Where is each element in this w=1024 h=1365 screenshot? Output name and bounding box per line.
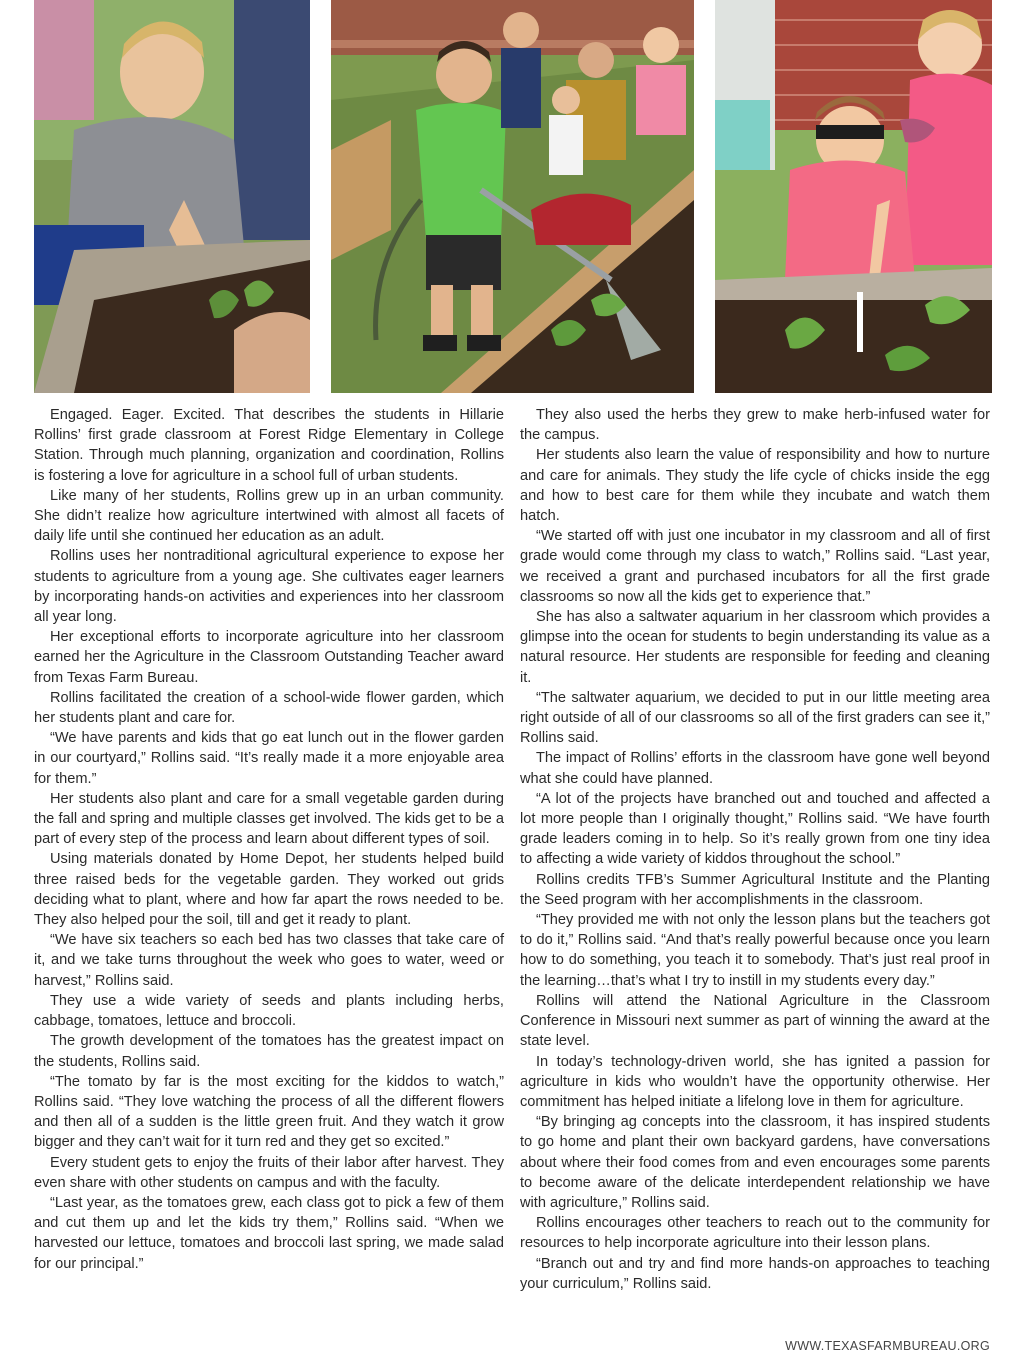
paragraph: “A lot of the projects have branched out and touched and affected a lot more people than I originally thought,” Rollins said. “We have fourth grade leaders coming in to help. So it’s really grown from one tiny idea to affecting a wide variety of kiddos throughout the school.” — [520, 790, 990, 868]
paragraph: Like many of her students, Rollins grew up in an urban community. She didn’t realize how agriculture intertwined with almost all facets of daily life until she continued her education as an adult. — [34, 487, 504, 545]
footer-website-url: WWW.TEXASFARMBUREAU.ORG — [785, 1339, 990, 1353]
boy-planting-photo — [34, 0, 310, 393]
paragraph: “We have six teachers so each bed has two classes that take care of it, and we take turns throughout the week who goes to water, weed or harvest,” Rollins said. — [34, 932, 504, 989]
paragraph: Rollins encourages other teachers to reach out to the community for resources to help incorporate agriculture into their lesson plans. — [520, 1215, 990, 1252]
paragraph: In today’s technology-driven world, she has ignited a passion for agriculture in kids who wouldn’t have the opportunity otherwise. Her commitment has helped initiate a lifelong love in them for agriculture. — [520, 1053, 990, 1110]
girl-planting-photo — [715, 0, 992, 393]
photo-strip — [34, 0, 992, 393]
paragraph: Engaged. Eager. Excited. That describes the students in Hillarie Rollins’ first grade classroom at Forest Ridge Elementary in College Station. Through much planning, organization and coordination, Rollins is fostering a love for agriculture in a school full of urban students. — [34, 407, 504, 484]
paragraph: Her exceptional efforts to incorporate agriculture into her classroom earned her the Agriculture in the Classroom Outstanding Teacher award from Texas Farm Bureau. — [34, 629, 504, 686]
paragraph: “The tomato by far is the most exciting for the kiddos to watch,” Rollins said. “They love watching the process of all the different flowers and then all of a sudden is the little green fruit. And they watch it grow bigger and they can’t wait for it turn red and they get so excited.” — [34, 1073, 504, 1151]
paragraph: “We have parents and kids that go eat lunch out in the flower garden in our courtyard,” Rollins said. “It’s really made it a more enjoyable area for them.” — [34, 730, 504, 787]
paragraph: Using materials donated by Home Depot, her students helped build three raised beds for the vegetable garden. They worked out grids deciding what to plant, where and how far apart the rows needed to be. They also helped pour the soil, till and get it ready to plant. — [34, 851, 504, 929]
paragraph: “The saltwater aquarium, we decided to put in our little meeting area right outside of all of our classrooms so all of the first graders can see it,” Rollins said. — [520, 689, 990, 747]
paragraph: The impact of Rollins’ efforts in the classroom have gone well beyond what she could have planned. — [520, 750, 990, 787]
paragraph: Rollins credits TFB’s Summer Agricultural Institute and the Planting the Seed program with her accomplishments in the classroom. — [520, 871, 990, 908]
paragraph: They use a wide variety of seeds and plants including herbs, cabbage, tomatoes, lettuce and broccoli. — [34, 992, 504, 1030]
paragraph: “Branch out and try and find more hands-on approaches to teaching your curriculum,” Rollins said. — [520, 1255, 990, 1292]
paragraph: “Last year, as the tomatoes grew, each class got to pick a few of them and cut them up and let the kids try them,” Rollins said. “When we harvested our lettuce, tomatoes and broccoli last spring, we made salad for our principal.” — [34, 1194, 504, 1272]
paragraph: The growth development of the tomatoes has the greatest impact on the students, Rollins said. — [34, 1033, 504, 1070]
article-left-column — [34, 405, 504, 1294]
paragraph: “We started off with just one incubator in my classroom and all of first grade would come through my class to watch,” Rollins said. “Last year, we received a grant and purchased incubators for all the first grade classrooms so now all the kids get to experience that.” — [520, 528, 990, 605]
paragraph: She has also a saltwater aquarium in her classroom which provides a glimpse into the ocean for students to begin understanding its value as a natural resource. Her students are responsible for feeding and cleaning it. — [520, 609, 990, 686]
article-body — [34, 405, 990, 1294]
paragraph: Rollins will attend the National Agriculture in the Classroom Conference in Missouri next summer as part of winning the award at the state level. — [520, 992, 990, 1050]
paragraph: Rollins facilitated the creation of a school-wide flower garden, which her students plant and care for. — [34, 689, 504, 727]
paragraph: “By bringing ag concepts into the classroom, it has inspired students to go home and plant their own backyard gardens, have conversations about where their food comes from and even encourages some parents to become aware of the delicate interdependent relationship we have with agriculture,” Rollins said. — [520, 1114, 990, 1211]
article-right-column — [520, 405, 990, 1294]
paragraph: “They provided me with not only the lesson plans but the teachers got to do it,” Rollins said. “And that’s really powerful because once you learn how to do something, you teach it to somebody. That’s just real proof in the learning…that’s what I try to instill in my students every day.” — [520, 912, 990, 989]
paragraph: Every student gets to enjoy the fruits of their labor after harvest. They even share with other students on campus and with the faculty. — [34, 1154, 504, 1191]
boy-watering-photo — [331, 0, 694, 393]
paragraph: They also used the herbs they grew to make herb-infused water for the campus. — [520, 407, 990, 444]
paragraph: Her students also plant and care for a small vegetable garden during the fall and spring and multiple classes get involved. The kids get to be a part of every step of the process and learn about different types of soil. — [34, 790, 504, 848]
paragraph: Her students also learn the value of responsibility and how to nurture and care for animals. They study the life cycle of chicks inside the egg and how to best care for them while they incubate and watch them hatch. — [520, 447, 990, 525]
paragraph: Rollins uses her nontraditional agricultural experience to expose her students to agriculture from a young age. She cultivates eager learners by incorporating hands-on activities and experiences into her classroom all year long. — [34, 548, 504, 626]
